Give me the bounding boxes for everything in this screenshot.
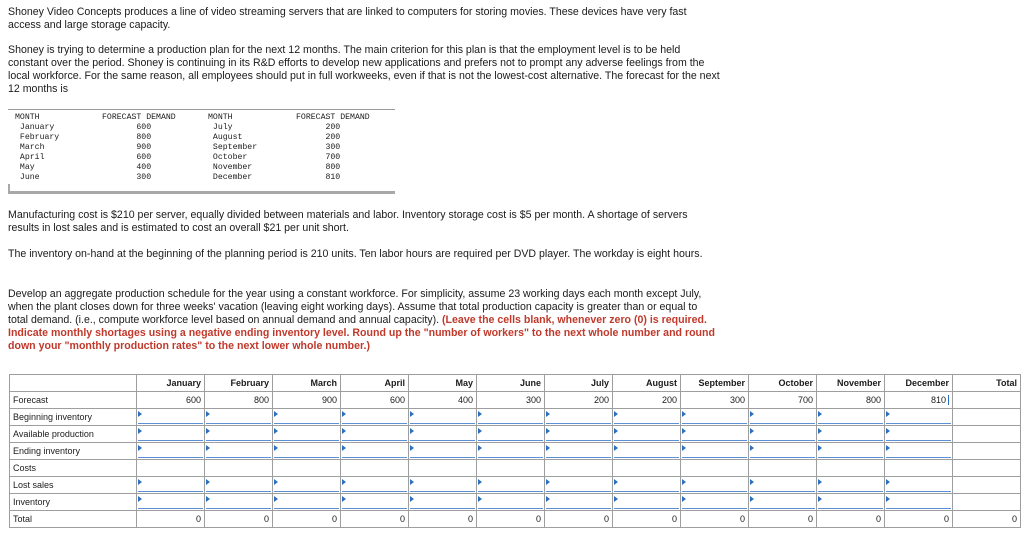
available-production-input[interactable]: [137, 426, 205, 443]
forecast-demand-right: [296, 113, 370, 183]
forecast-cell: 810: [885, 392, 953, 409]
header-june: June: [477, 375, 545, 392]
ending-inventory-input[interactable]: [681, 443, 749, 460]
forecast-demand: 700: [296, 153, 341, 162]
beginning-inventory-input[interactable]: [545, 409, 613, 426]
forecast-cell: 300: [477, 392, 545, 409]
forecast-demand: 810: [296, 173, 341, 182]
header-april: April: [341, 375, 409, 392]
costs-spacer-cell: [409, 460, 477, 477]
total-cell: [953, 477, 1021, 494]
available-production-input[interactable]: [409, 426, 477, 443]
beginning-inventory-input[interactable]: [749, 409, 817, 426]
costs-spacer-cell: [953, 460, 1021, 477]
forecast-demand: 300: [296, 143, 341, 152]
forecast-table: [8, 109, 395, 194]
forecast-month: February: [15, 133, 60, 142]
lost-sales-input[interactable]: [681, 477, 749, 494]
forecast-months-right: [208, 113, 257, 183]
total-value-cell: 0: [817, 511, 885, 528]
lost-sales-input[interactable]: [545, 477, 613, 494]
ending-inventory-input[interactable]: [341, 443, 409, 460]
inventory-input[interactable]: [681, 494, 749, 511]
header-march: March: [273, 375, 341, 392]
row-label-available-production: Available production: [10, 426, 137, 443]
forecast-month: July: [208, 123, 233, 132]
ending-inventory-input[interactable]: [613, 443, 681, 460]
available-production-input[interactable]: [817, 426, 885, 443]
forecast-month: May: [15, 163, 35, 172]
forecast-month: November: [208, 163, 253, 172]
forecast-cell: 600: [341, 392, 409, 409]
available-production-input[interactable]: [749, 426, 817, 443]
row-costs: [10, 460, 1021, 477]
intro-paragraph: Shoney Video Concepts produces a line of video streaming servers that are linked to computers for storing movies. These devices have very fast access and large storage capacity.: [8, 6, 687, 31]
ending-inventory-input[interactable]: [545, 443, 613, 460]
row-available-production: [10, 426, 1021, 443]
costs-spacer-cell: [341, 460, 409, 477]
total-value-cell: 0: [477, 511, 545, 528]
forecast-header: MONTH: [15, 113, 40, 122]
header-total: Total: [953, 375, 1021, 392]
total-cell: [953, 426, 1021, 443]
row-label-ending-inventory: Ending inventory: [10, 443, 137, 460]
row-beginning-inventory: [10, 409, 1021, 426]
inventory-input[interactable]: [749, 494, 817, 511]
total-value-cell: 0: [205, 511, 273, 528]
inventory-input[interactable]: [273, 494, 341, 511]
beginning-inventory-input[interactable]: [477, 409, 545, 426]
forecast-header: FORECAST DEMAND: [102, 113, 176, 122]
total-value-cell: 0: [545, 511, 613, 528]
row-ending-inventory: [10, 443, 1021, 460]
ending-inventory-input[interactable]: [409, 443, 477, 460]
total-value-cell: 0: [341, 511, 409, 528]
costs-spacer-cell: [205, 460, 273, 477]
available-production-input[interactable]: [545, 426, 613, 443]
inventory-input[interactable]: [409, 494, 477, 511]
ending-inventory-input[interactable]: [205, 443, 273, 460]
inventory-input[interactable]: [817, 494, 885, 511]
header-blank: [10, 375, 137, 392]
forecast-demand: 800: [296, 163, 341, 172]
ending-inventory-input[interactable]: [137, 443, 205, 460]
cost-paragraph: Manufacturing cost is $210 per server, equally divided between materials and labor. Inventory storage cost is $5 per month. A shortage of servers results in lost sales and is estimated to cost an overall $21 per unit short.: [8, 209, 688, 234]
total-value-cell: 0: [137, 511, 205, 528]
forecast-months-left: [15, 113, 59, 183]
total-value-cell: 0: [273, 511, 341, 528]
forecast-cell: 900: [273, 392, 341, 409]
row-lost-sales: [10, 477, 1021, 494]
forecast-month: December: [208, 173, 253, 182]
schedule-header-row: [10, 375, 1021, 392]
forecast-month: March: [15, 143, 45, 152]
row-label-inventory: Inventory: [10, 494, 137, 511]
forecast-demand: 600: [102, 123, 152, 132]
forecast-cell: 300: [681, 392, 749, 409]
costs-spacer-cell: [885, 460, 953, 477]
costs-spacer-cell: [681, 460, 749, 477]
header-july: July: [545, 375, 613, 392]
beginning-inventory-input[interactable]: [273, 409, 341, 426]
ending-inventory-input[interactable]: [817, 443, 885, 460]
row-label-total: Total: [10, 511, 137, 528]
total-value-cell: 0: [613, 511, 681, 528]
forecast-cell: 700: [749, 392, 817, 409]
forecast-cell: 200: [613, 392, 681, 409]
total-value-cell: 0: [409, 511, 477, 528]
beginning-inventory-input[interactable]: [817, 409, 885, 426]
forecast-header: MONTH: [208, 113, 233, 122]
forecast-demand: 300: [102, 173, 152, 182]
costs-spacer-cell: [545, 460, 613, 477]
forecast-demand: 200: [296, 133, 341, 142]
forecast-demand: 800: [102, 133, 152, 142]
beginning-inventory-input[interactable]: [137, 409, 205, 426]
available-production-input[interactable]: [681, 426, 749, 443]
lost-sales-input[interactable]: [885, 477, 953, 494]
instructions-paragraph: Develop an aggregate production schedule for the year using a constant workforce. For simplicity, assume 23 working days each month except July, when the plant closes down for three weeks' vacation (leaving eight working days). Assume that total production capacity is greater than or equal to total demand. (i.e., compute workforce level based on annual demand and annual capacity). (Leave the cells blank, whenever zero (0) is required. Indicate monthly shortages using a negative ending inventory level. Round up the "number of workers" to the next whole number and round down your "monthly production rates" to the next lower whole number.): [8, 288, 715, 352]
ending-inventory-input[interactable]: [273, 443, 341, 460]
header-january: January: [137, 375, 205, 392]
lost-sales-input[interactable]: [137, 477, 205, 494]
schedule-table: [9, 374, 1021, 528]
lost-sales-input[interactable]: [205, 477, 273, 494]
ending-inventory-input[interactable]: [885, 443, 953, 460]
header-september: September: [681, 375, 749, 392]
total-cell: [953, 494, 1021, 511]
header-october: October: [749, 375, 817, 392]
total-cell: [953, 409, 1021, 426]
costs-spacer-cell: [273, 460, 341, 477]
header-may: May: [409, 375, 477, 392]
header-february: February: [205, 375, 273, 392]
forecast-month: April: [15, 153, 45, 162]
row-label-costs: Costs: [10, 460, 137, 477]
costs-spacer-cell: [477, 460, 545, 477]
forecast-month: August: [208, 133, 243, 142]
beginning-inventory-input[interactable]: [613, 409, 681, 426]
inventory-input[interactable]: [885, 494, 953, 511]
forecast-demand: 600: [102, 153, 152, 162]
forecast-header: FORECAST DEMAND: [296, 113, 370, 122]
total-value-cell: 0: [681, 511, 749, 528]
available-production-input[interactable]: [477, 426, 545, 443]
inventory-input[interactable]: [477, 494, 545, 511]
available-production-input[interactable]: [613, 426, 681, 443]
costs-spacer-cell: [137, 460, 205, 477]
forecast-cell: 400: [409, 392, 477, 409]
header-november: November: [817, 375, 885, 392]
inventory-input[interactable]: [205, 494, 273, 511]
forecast-demand-left: [102, 113, 176, 183]
inventory-input[interactable]: [613, 494, 681, 511]
inventory-paragraph: The inventory on-hand at the beginning of the planning period is 210 units. Ten labor hours are required per DVD player. The workday is eight hours.: [8, 248, 703, 260]
forecast-month: January: [15, 123, 55, 132]
forecast-cell: 200: [545, 392, 613, 409]
inventory-input[interactable]: [341, 494, 409, 511]
available-production-input[interactable]: [341, 426, 409, 443]
total-value-cell: 0: [749, 511, 817, 528]
header-august: August: [613, 375, 681, 392]
forecast-cell: [953, 392, 1021, 409]
lost-sales-input[interactable]: [749, 477, 817, 494]
forecast-demand: 400: [102, 163, 152, 172]
forecast-row: [10, 392, 1021, 409]
beginning-inventory-input[interactable]: [885, 409, 953, 426]
costs-spacer-cell: [817, 460, 885, 477]
lost-sales-input[interactable]: [817, 477, 885, 494]
lost-sales-input[interactable]: [341, 477, 409, 494]
ending-inventory-input[interactable]: [477, 443, 545, 460]
row-total: [10, 511, 1021, 528]
row-label-beginning-inventory: Beginning inventory: [10, 409, 137, 426]
forecast-demand: 200: [296, 123, 341, 132]
row-inventory: [10, 494, 1021, 511]
forecast-cell: 600: [137, 392, 205, 409]
available-production-input[interactable]: [273, 426, 341, 443]
forecast-cell: 800: [817, 392, 885, 409]
lost-sales-input[interactable]: [613, 477, 681, 494]
costs-spacer-cell: [749, 460, 817, 477]
forecast-month: September: [208, 143, 258, 152]
available-production-input[interactable]: [205, 426, 273, 443]
row-label-lost-sales: Lost sales: [10, 477, 137, 494]
lost-sales-input[interactable]: [273, 477, 341, 494]
lost-sales-input[interactable]: [409, 477, 477, 494]
beginning-inventory-input[interactable]: [205, 409, 273, 426]
total-value-cell: 0: [953, 511, 1021, 528]
beginning-inventory-input[interactable]: [409, 409, 477, 426]
inventory-input[interactable]: [545, 494, 613, 511]
forecast-month: October: [208, 153, 248, 162]
beginning-inventory-input[interactable]: [341, 409, 409, 426]
forecast-demand: 900: [102, 143, 152, 152]
header-december: December: [885, 375, 953, 392]
forecast-cell: 800: [205, 392, 273, 409]
inventory-input[interactable]: [137, 494, 205, 511]
row-label-forecast: Forecast: [10, 392, 137, 409]
beginning-inventory-input[interactable]: [681, 409, 749, 426]
plan-paragraph: Shoney is trying to determine a production plan for the next 12 months. The main criterion for this plan is that the employment level is to be held constant over the period. Shoney is continuing in its R&D efforts to develop new applications and prefers not to prompt any adverse feelings from the local workforce. For the same reason, all employees should put in full workweeks, even if that is not the lowest-cost alternative. The forecast for the next 12 months is: [8, 44, 720, 95]
lost-sales-input[interactable]: [477, 477, 545, 494]
total-value-cell: 0: [885, 511, 953, 528]
forecast-month: June: [15, 173, 40, 182]
available-production-input[interactable]: [885, 426, 953, 443]
costs-spacer-cell: [613, 460, 681, 477]
ending-inventory-input[interactable]: [749, 443, 817, 460]
total-cell: [953, 443, 1021, 460]
